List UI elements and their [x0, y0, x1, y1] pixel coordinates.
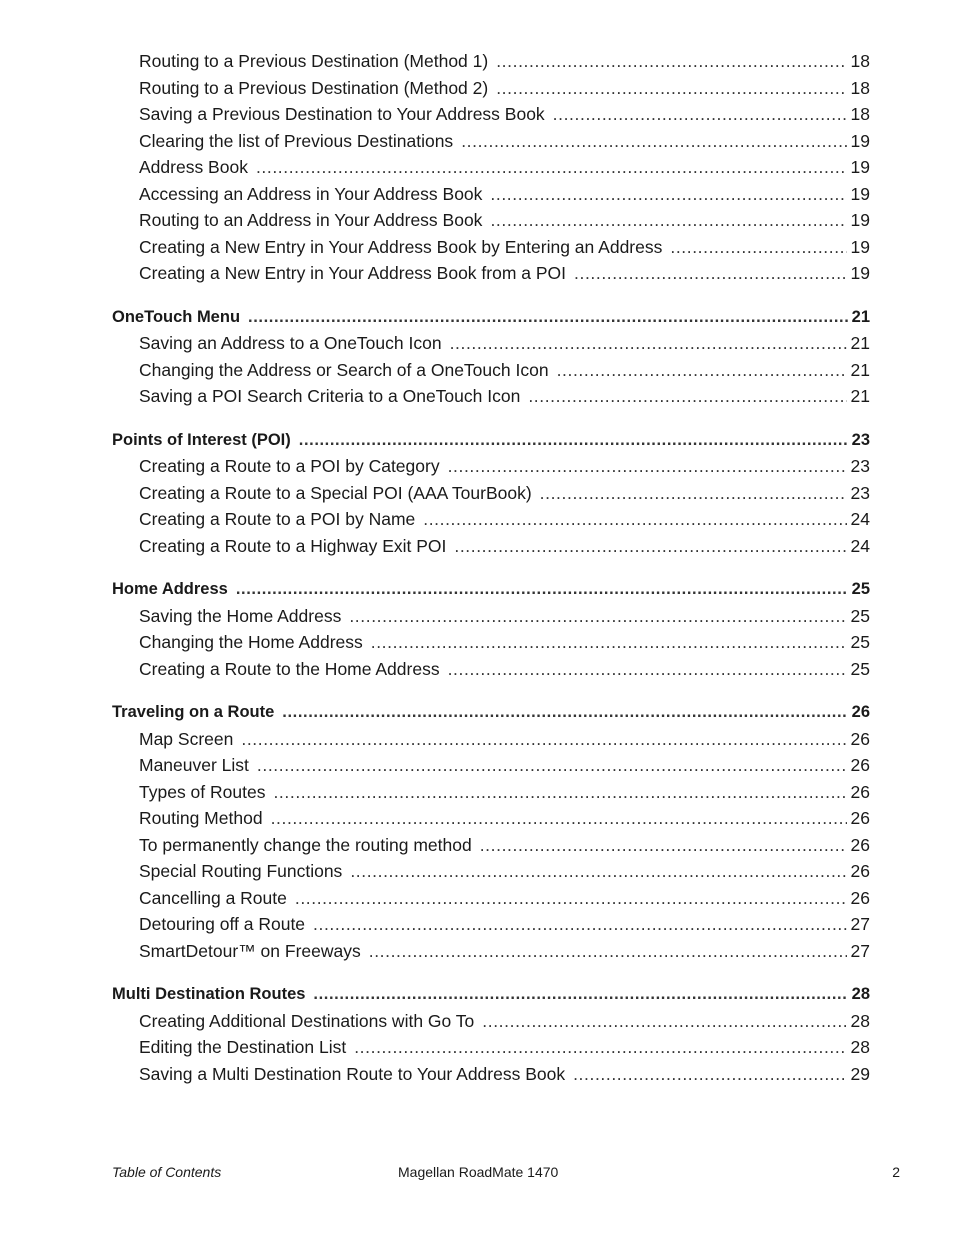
toc-entry-page: 27: [850, 940, 870, 961]
toc-heading-title: Points of Interest (POI): [112, 430, 291, 449]
toc-heading-title: Home Address: [112, 580, 228, 598]
toc-entry-page: 19: [850, 130, 870, 151]
toc-entry-page: 25: [850, 632, 870, 652]
dot-leader: [574, 260, 847, 287]
dot-leader: [257, 752, 847, 779]
toc-heading[interactable]: [112, 304, 870, 331]
toc-entry-title: Saving a POI Search Criteria to a OneTouch Icon: [139, 386, 521, 406]
toc-section: [112, 427, 870, 560]
toc-entry-page: 21: [850, 359, 870, 380]
dot-leader: [528, 383, 846, 410]
toc-entry-title: Saving the Home Address: [139, 605, 342, 626]
toc-entry-page: 18: [850, 51, 870, 71]
toc-entry[interactable]: [112, 911, 870, 938]
dot-leader: [480, 832, 847, 859]
toc-entry-page: 28: [850, 1010, 870, 1031]
toc-entry[interactable]: [112, 885, 870, 912]
dot-leader: [313, 911, 846, 938]
toc-entry-page: 21: [850, 386, 870, 406]
dot-leader: [496, 48, 846, 75]
toc-entry-page: 19: [850, 210, 870, 230]
toc-entry[interactable]: [112, 858, 870, 885]
toc-entry-page: 24: [850, 509, 870, 529]
toc-entry[interactable]: [112, 207, 870, 234]
toc-entry-page: 19: [850, 263, 870, 283]
dot-leader: [313, 981, 847, 1008]
dot-leader: [450, 330, 847, 357]
dot-leader: [461, 128, 846, 155]
toc-entry-title: Saving a Multi Destination Route to Your Address Book: [139, 1063, 566, 1084]
toc-heading-page: 28: [851, 985, 870, 1003]
toc-entry-page: 25: [850, 605, 870, 626]
toc-entry[interactable]: [112, 629, 870, 656]
toc-entry-title: Routing Method: [139, 808, 263, 828]
dot-leader: [553, 101, 847, 128]
toc-entry-title: Editing the Destination List: [139, 1037, 347, 1057]
toc-entry-page: 26: [850, 887, 870, 908]
toc-entry-title: Routing to a Previous Destination (Method 1): [139, 51, 489, 71]
dot-leader: [369, 938, 847, 965]
toc-entry-page: 26: [850, 808, 870, 828]
toc-heading[interactable]: [112, 576, 870, 603]
toc-entry-page: 28: [850, 1037, 870, 1057]
toc-entry-page: 18: [850, 104, 870, 124]
toc-entry-title: Types of Routes: [139, 781, 266, 802]
toc-section: [112, 981, 870, 1087]
toc-entry-page: 26: [850, 834, 870, 855]
toc-entry-title: Changing the Address or Search of a OneTouch Icon: [139, 359, 549, 380]
toc-entry-title: Creating Additional Destinations with Go To: [139, 1010, 475, 1031]
toc-entry-page: 23: [850, 482, 870, 503]
toc-entry-title: Clearing the list of Previous Destinations: [139, 130, 454, 151]
toc-entry-page: 18: [850, 77, 870, 98]
toc-entry-page: 26: [850, 781, 870, 802]
toc-entry[interactable]: [112, 383, 870, 410]
dot-leader: [557, 357, 847, 384]
toc-section: [112, 304, 870, 410]
dot-leader: [490, 181, 846, 208]
toc-entry-title: Creating a Route to the Home Address: [139, 658, 440, 679]
toc-entry[interactable]: [112, 234, 870, 261]
toc-entry-title: Creating a Route to a Special POI (AAA TourBook): [139, 482, 532, 503]
toc-section: [112, 576, 870, 682]
toc-entry-page: 19: [850, 183, 870, 204]
dot-leader: [540, 480, 847, 507]
toc-entry-page: 19: [850, 157, 870, 177]
dot-leader: [448, 656, 847, 683]
toc-heading[interactable]: [112, 981, 870, 1008]
toc-entry[interactable]: [112, 1008, 870, 1035]
dot-leader: [299, 427, 848, 454]
toc-entry[interactable]: [112, 603, 870, 630]
dot-leader: [282, 699, 847, 726]
toc-entry[interactable]: [112, 453, 870, 480]
toc-entry[interactable]: [112, 938, 870, 965]
toc-entry[interactable]: [112, 726, 870, 753]
toc-entry-title: Cancelling a Route: [139, 887, 287, 908]
dot-leader: [350, 858, 846, 885]
dot-leader: [482, 1008, 846, 1035]
toc-entry[interactable]: [112, 480, 870, 507]
toc-entry-title: Map Screen: [139, 728, 234, 749]
toc-entry-title: Detouring off a Route: [139, 914, 306, 934]
page-footer: [112, 1162, 900, 1182]
dot-leader: [295, 885, 847, 912]
toc-entry-title: Routing to a Previous Destination (Method 2): [139, 77, 489, 98]
toc-entry-title: Creating a Route to a Highway Exit POI: [139, 535, 447, 556]
toc-entry-title: SmartDetour™ on Freeways: [139, 940, 361, 961]
toc-entry[interactable]: [112, 330, 870, 357]
toc-entry-page: 26: [850, 755, 870, 775]
toc-entry-title: Saving an Address to a OneTouch Icon: [139, 333, 442, 353]
toc-heading-page: 25: [851, 580, 870, 598]
toc-heading-page: 21: [851, 307, 870, 326]
toc-entry[interactable]: [112, 506, 870, 533]
footer-section-name: Table of Contents: [112, 1164, 222, 1180]
toc-entry[interactable]: [112, 1061, 870, 1088]
toc-section: [112, 699, 870, 964]
dot-leader: [454, 533, 846, 560]
toc-entry[interactable]: [112, 533, 870, 560]
toc-entry-title: Changing the Home Address: [139, 632, 363, 652]
toc-entry-page: 21: [850, 333, 870, 353]
toc-entry-title: To permanently change the routing method: [139, 834, 472, 855]
toc-entry[interactable]: [112, 75, 870, 102]
toc-entry[interactable]: [112, 832, 870, 859]
toc-heading[interactable]: [112, 699, 870, 726]
toc-entry[interactable]: [112, 260, 870, 287]
toc-section: [112, 48, 870, 287]
toc-entry-page: 26: [850, 728, 870, 749]
toc-entry-title: Special Routing Functions: [139, 861, 343, 881]
toc-entry-page: 26: [850, 861, 870, 881]
dot-leader: [670, 234, 846, 261]
toc-entry-title: Creating a New Entry in Your Address Book by Entering an Address: [139, 236, 663, 257]
toc-entry[interactable]: [112, 48, 870, 75]
toc-entry-title: Creating a New Entry in Your Address Book from a POI: [139, 263, 567, 283]
dot-leader: [241, 726, 846, 753]
footer-product-name: Magellan RoadMate 1470: [398, 1164, 559, 1180]
toc-heading-title: Traveling on a Route: [112, 703, 275, 721]
dot-leader: [573, 1061, 846, 1088]
toc-heading[interactable]: [112, 427, 870, 454]
footer-page-number: 2: [892, 1164, 900, 1180]
toc-entry-title: Address Book: [139, 157, 248, 177]
dot-leader: [256, 154, 847, 181]
toc-entry-page: 19: [850, 236, 870, 257]
toc-entry-title: Creating a Route to a POI by Name: [139, 509, 416, 529]
toc-heading-title: Multi Destination Routes: [112, 985, 306, 1003]
toc-entry-title: Creating a Route to a POI by Category: [139, 456, 440, 476]
dot-leader: [448, 453, 847, 480]
dot-leader: [349, 603, 846, 630]
toc-heading-page: 23: [851, 430, 870, 449]
table-of-contents: [112, 48, 870, 1104]
dot-leader: [371, 629, 847, 656]
toc-entry[interactable]: [112, 656, 870, 683]
toc-entry[interactable]: [112, 779, 870, 806]
toc-entry-page: 29: [850, 1063, 870, 1084]
dot-leader: [423, 506, 846, 533]
toc-entry[interactable]: [112, 154, 870, 181]
dot-leader: [496, 75, 846, 102]
dot-leader: [271, 805, 847, 832]
toc-entry[interactable]: [112, 128, 870, 155]
dot-leader: [273, 779, 846, 806]
toc-entry-title: Accessing an Address in Your Address Book: [139, 183, 483, 204]
toc-entry[interactable]: [112, 101, 870, 128]
dot-leader: [490, 207, 846, 234]
toc-heading-title: OneTouch Menu: [112, 307, 241, 326]
toc-entry[interactable]: [112, 752, 870, 779]
dot-leader: [236, 576, 848, 603]
dot-leader: [354, 1034, 846, 1061]
toc-entry-title: Saving a Previous Destination to Your Address Book: [139, 104, 545, 124]
toc-entry[interactable]: [112, 805, 870, 832]
toc-entry-page: 25: [850, 658, 870, 679]
toc-entry-page: 27: [850, 914, 870, 934]
toc-entry[interactable]: [112, 181, 870, 208]
toc-entry-page: 23: [850, 456, 870, 476]
toc-heading-page: 26: [851, 703, 870, 721]
toc-entry-page: 24: [850, 535, 870, 556]
toc-entry-title: Maneuver List: [139, 755, 249, 775]
dot-leader: [248, 304, 848, 331]
toc-entry-title: Routing to an Address in Your Address Book: [139, 210, 483, 230]
toc-entry[interactable]: [112, 1034, 870, 1061]
toc-entry[interactable]: [112, 357, 870, 384]
